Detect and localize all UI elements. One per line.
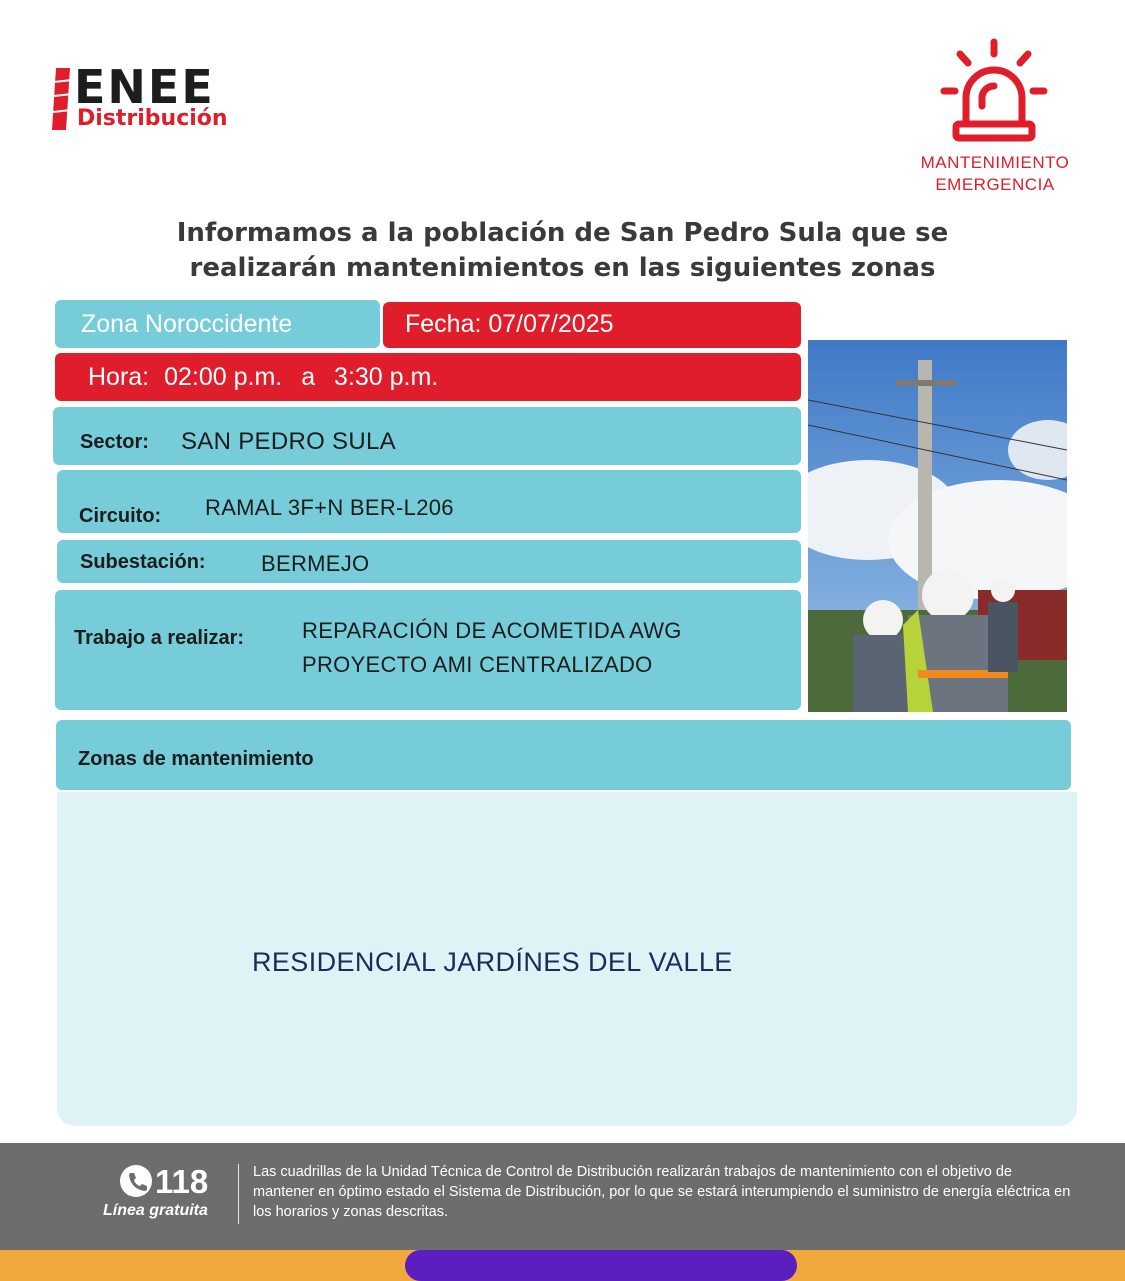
sector-value: SAN PEDRO SULA — [181, 428, 396, 455]
logo-subtitle: Distribución — [77, 106, 228, 131]
footer — [0, 1143, 1125, 1250]
sector-label: Sector: — [80, 431, 149, 453]
zona-item: RESIDENCIAL JARDÍNES DEL VALLE — [252, 947, 733, 977]
circuito-value: RAMAL 3F+N BER-L206 — [205, 495, 454, 520]
emergency-line-2: EMERGENCIA — [935, 175, 1055, 194]
phone-label: Línea gratuita — [103, 1202, 208, 1219]
siren-icon — [938, 36, 1050, 146]
hora-end: 3:30 p.m. — [334, 363, 439, 391]
subestacion-label: Subestación: — [80, 551, 206, 573]
zonas-header — [56, 720, 1071, 790]
emergency-label — [895, 152, 1095, 196]
trabajo-value-line-2: PROYECTO AMI CENTRALIZADO — [302, 652, 653, 677]
trabajo-value-line-1: REPARACIÓN DE ACOMETIDA AWG — [302, 618, 682, 643]
headline-line-1: Informamos a la población de San Pedro Sula que se — [176, 218, 949, 248]
enee-logo — [52, 60, 282, 136]
hora-separator: a — [301, 363, 316, 391]
fecha-badge: Fecha: 07/07/2025 — [383, 302, 801, 348]
footer-disclaimer: Las cuadrillas de la Unidad Técnica de Control de Distribución realizarán trabajos de mantenimiento con el objetivo de mantener en óptimo estado el Sistema de Distribución, por lo que se estará interumpiendo el suministro de energía eléctrica en los horarios y zonas descritas. — [253, 1164, 1071, 1220]
zona-badge: Zona Noroccidente — [55, 300, 380, 348]
footer-divider — [238, 1164, 239, 1224]
circuito-label: Circuito: — [79, 505, 162, 527]
workers-photo — [808, 340, 1067, 712]
logo-mark-icon — [52, 68, 72, 130]
footer-band-purple — [405, 1250, 797, 1281]
phone-icon — [120, 1165, 152, 1197]
hora-label: Hora: — [88, 363, 150, 391]
trabajo-label: Trabajo a realizar: — [74, 627, 245, 649]
subestacion-row — [57, 540, 801, 583]
sector-row — [53, 407, 801, 465]
subestacion-value: BERMEJO — [261, 551, 370, 576]
phone-number: 118 — [155, 1163, 209, 1200]
zonas-title: Zonas de mantenimiento — [78, 748, 314, 770]
logo-name: ENEE — [74, 60, 215, 114]
hora-bar — [55, 353, 801, 401]
emergency-line-1: MANTENIMIENTO — [920, 153, 1070, 172]
zonas-list — [57, 792, 1077, 1126]
headline-line-2: realizarán mantenimientos en las siguientes zonas — [189, 253, 936, 283]
hora-start: 02:00 p.m. — [164, 363, 283, 391]
headline — [60, 216, 1065, 286]
circuito-row — [57, 470, 801, 533]
trabajo-row — [55, 590, 801, 710]
